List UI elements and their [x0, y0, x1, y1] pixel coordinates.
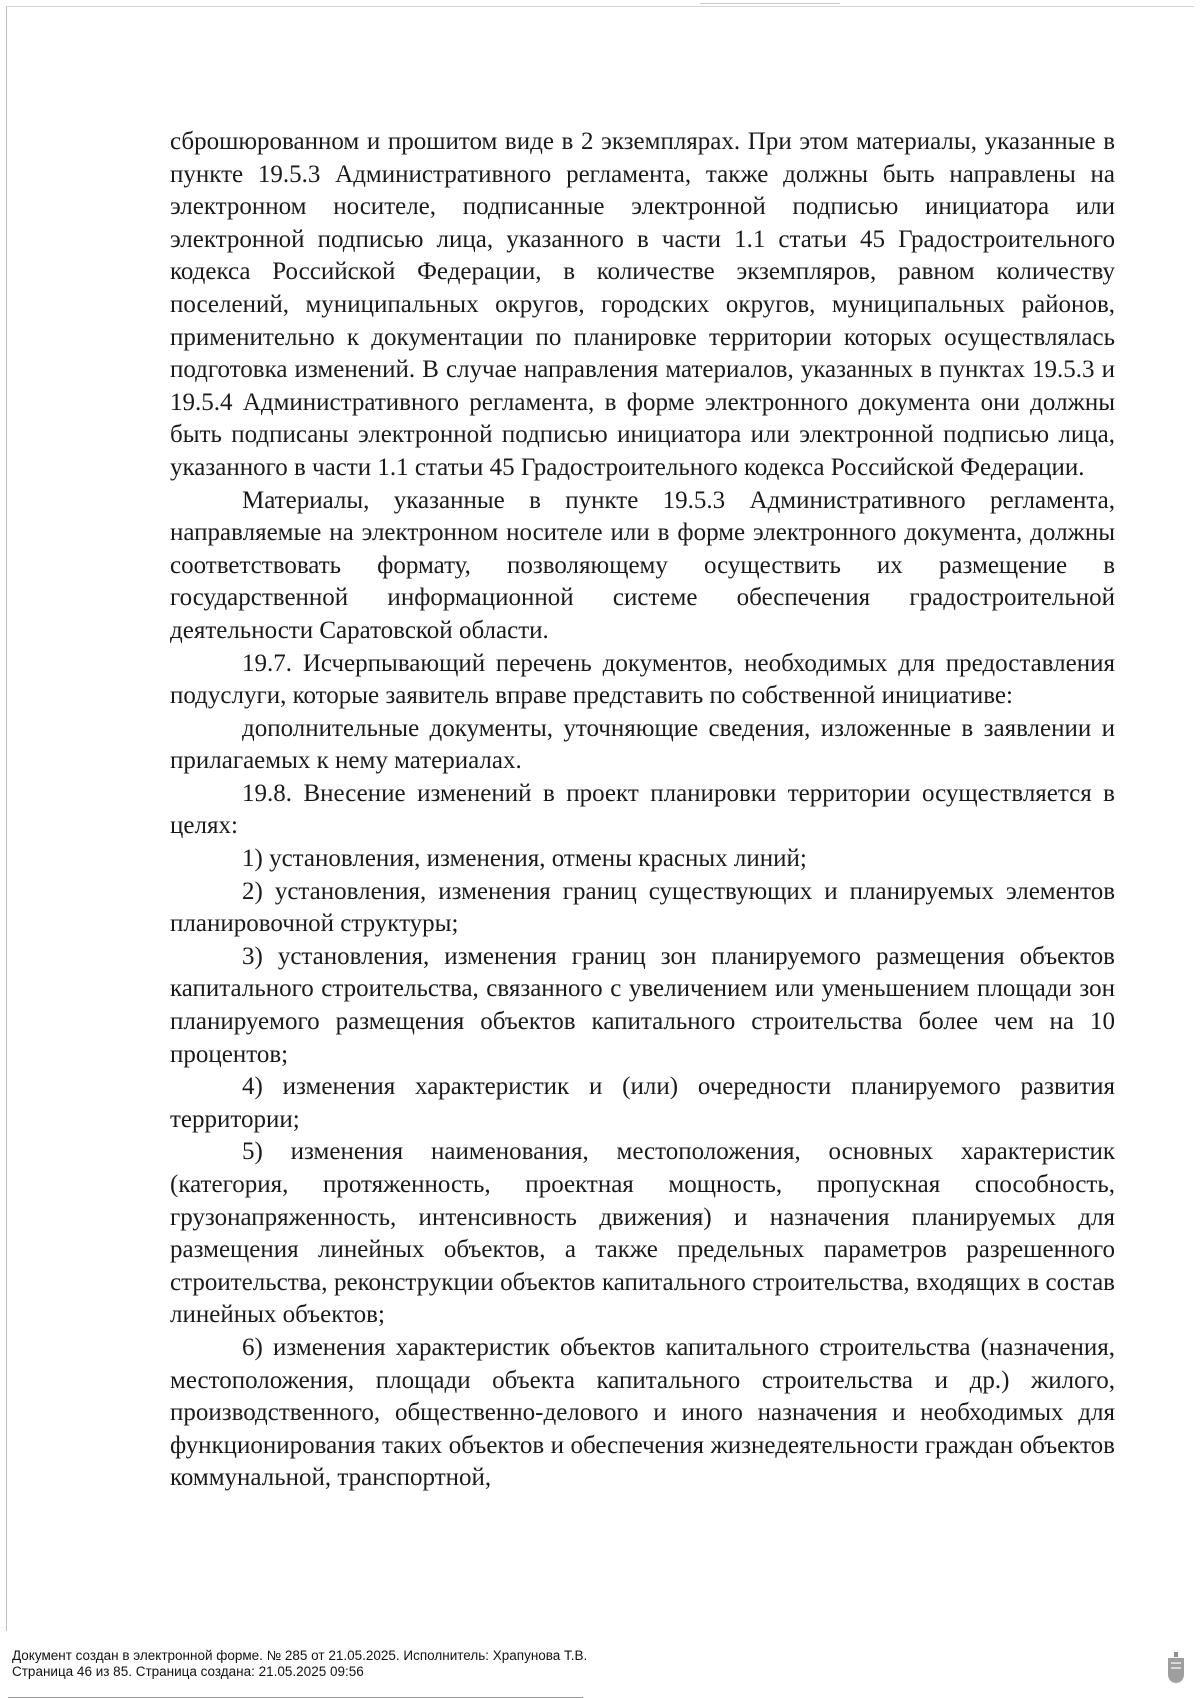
document-body [170, 126, 1115, 1495]
list-item-6: 6) изменения характеристик объектов капитального строительства (назначения, местоположения, площади объекта капитального строительства и др.) жилого, производственного, общественно-делового и иного назначения и необходимых для функционирования таких объектов и обеспечения жизнедеятельности граждан объектов коммунальной, транспортной, [170, 1333, 1115, 1492]
list-item-5: 5) изменения наименования, местоположения, основных характеристик (категория, протяженность, проектная мощность, пропускная способность, грузонапряженность, интенсивность движения) и назначения планируемых для размещения линейных объектов, а также предельных параметров разрешенного строительства, реконструкции объектов капитального строительства, входящих в состав линейных объектов; [170, 1138, 1115, 1329]
scan-mark [700, 3, 840, 4]
paragraph-1: сброшюрованном и прошитом виде в 2 экземплярах. При этом материалы, указанные в пункте 19.5.3 Административного регламента, также должны быть направлены на электронном носителе, подписанные электронной подписью инициатора или электронной подписью лица, указанного в части 1.1 статьи 45 Градостроительного кодекса Российской Федерации, в количестве экземпляров, равном количеству поселений, муниципальных округов, городских округов, муниципальных районов, применительно к документации по планировке территории которых осуществлялась подготовка изменений. В случае направления материалов, указанных в пунктах 19.5.3 и 19.5.4 Административного регламента, в форме электронного документа они должны быть подписаны электронной подписью инициатора или электронной подписью лица, указанного в части 1.1 статьи 45 Градостроительного кодекса Российской Федерации. [170, 128, 1115, 481]
list-item-4: 4) изменения характеристик и (или) очередности планируемого развития территории; [170, 1073, 1115, 1133]
document-footer [12, 1648, 587, 1680]
paragraph-3: 19.7. Исчерпывающий перечень документов, необходимых для предоставления подуслуги, которые заявитель вправе представить по собственной инициативе: [170, 649, 1115, 710]
paragraph-2: Материалы, указанные в пункте 19.5.3 Административного регламента, направляемые на электронном носителе или в форме электронного документа, должны соответствовать формату, позволяющему осуществить их размещение в государственной информационной системе обеспечения градостроительной деятельности Саратовской области. [170, 486, 1115, 644]
list-item-3: 3) установления, изменения границ зон планируемого размещения объектов капитального строительства, связанного с увеличением или уменьшением площади зон планируемого размещения объектов капитального строительства более чем на 10 процентов; [170, 942, 1115, 1068]
list-item-2: 2) установления, изменения границ существующих и планируемых элементов планировочной структуры; [170, 877, 1115, 938]
paragraph-4: дополнительные документы, уточняющие сведения, изложенные в заявлении и прилагаемых к нему материалах. [170, 714, 1115, 775]
footer-page-info: Страница 46 из 85. Страница создана: 21.05.2025 09:56 [12, 1664, 364, 1679]
coat-of-arms-icon [1166, 1652, 1186, 1684]
footer-document-info: Документ создан в электронной форме. № 285 от 21.05.2025. Исполнитель: Храпунова Т.В. [12, 1648, 588, 1663]
paragraph-5: 19.8. Внесение изменений в проект планировки территории осуществляется в целях: [170, 779, 1115, 840]
list-item-1: 1) установления, изменения, отмены красных линий; [242, 845, 807, 873]
